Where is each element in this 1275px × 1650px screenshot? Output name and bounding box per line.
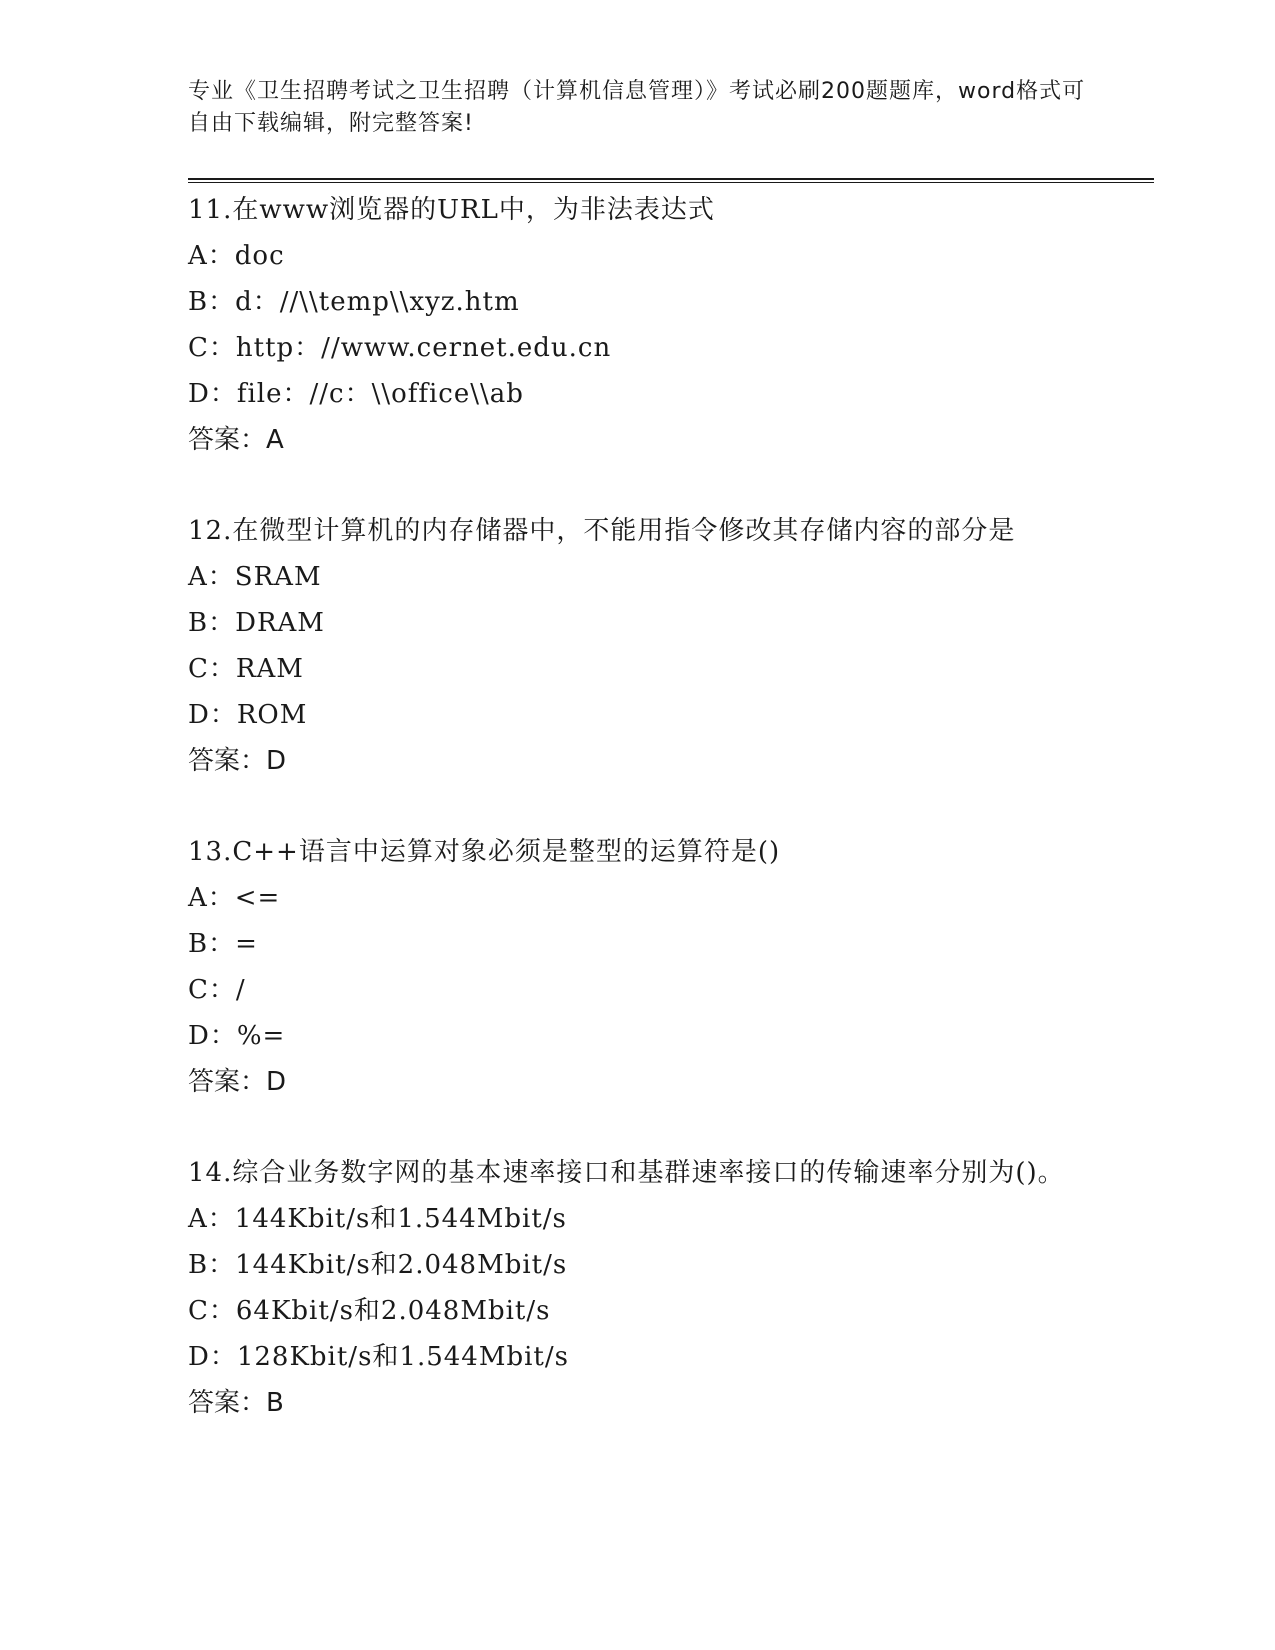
option-d: D：file：//c：\\office\\ab — [188, 379, 524, 409]
option-b: B：DRAM — [188, 608, 325, 638]
option-d: D：128Kbit/s和1.544Mbit/s — [188, 1342, 569, 1372]
question-stem: 13.C++语言中运算对象必须是整型的运算符是() — [188, 837, 781, 867]
option-c: C：/ — [188, 975, 246, 1005]
answer-label: 答案：A — [188, 425, 284, 455]
question-stem: 11.在www浏览器的URL中，为非法表达式 — [188, 195, 715, 225]
question-14 — [188, 1150, 1088, 1426]
answer-label: 答案：D — [188, 746, 287, 776]
option-d: D：ROM — [188, 700, 308, 730]
question-12 — [188, 508, 1088, 784]
question-list — [188, 187, 1088, 1471]
header-divider — [188, 178, 1154, 183]
option-a: A：SRAM — [188, 562, 322, 592]
question-stem: 12.在微型计算机的内存储器中，不能用指令修改其存储内容的部分是 — [188, 516, 1016, 546]
question-11 — [188, 187, 1088, 463]
option-b: B：= — [188, 929, 258, 959]
answer-label: 答案：B — [188, 1388, 284, 1418]
option-b: B：d：//\\temp\\xyz.htm — [188, 287, 520, 317]
option-a: A：<= — [188, 883, 281, 913]
option-c: C：RAM — [188, 654, 304, 684]
option-d: D：%= — [188, 1021, 286, 1051]
option-a: A：doc — [188, 241, 285, 271]
document-intro: 专业《卫生招聘考试之卫生招聘（计算机信息管理）》考试必刷200题题库，word格式可自由下载编辑，附完整答案! — [188, 79, 1086, 136]
option-b: B：144Kbit/s和2.048Mbit/s — [188, 1250, 568, 1280]
question-stem: 14.综合业务数字网的基本速率接口和基群速率接口的传输速率分别为()。 — [188, 1158, 1065, 1188]
option-c: C：64Kbit/s和2.048Mbit/s — [188, 1296, 551, 1326]
option-c: C：http：//www.cernet.edu.cn — [188, 333, 612, 363]
question-13 — [188, 829, 1088, 1105]
option-a: A：144Kbit/s和1.544Mbit/s — [188, 1204, 567, 1234]
answer-label: 答案：D — [188, 1067, 287, 1097]
